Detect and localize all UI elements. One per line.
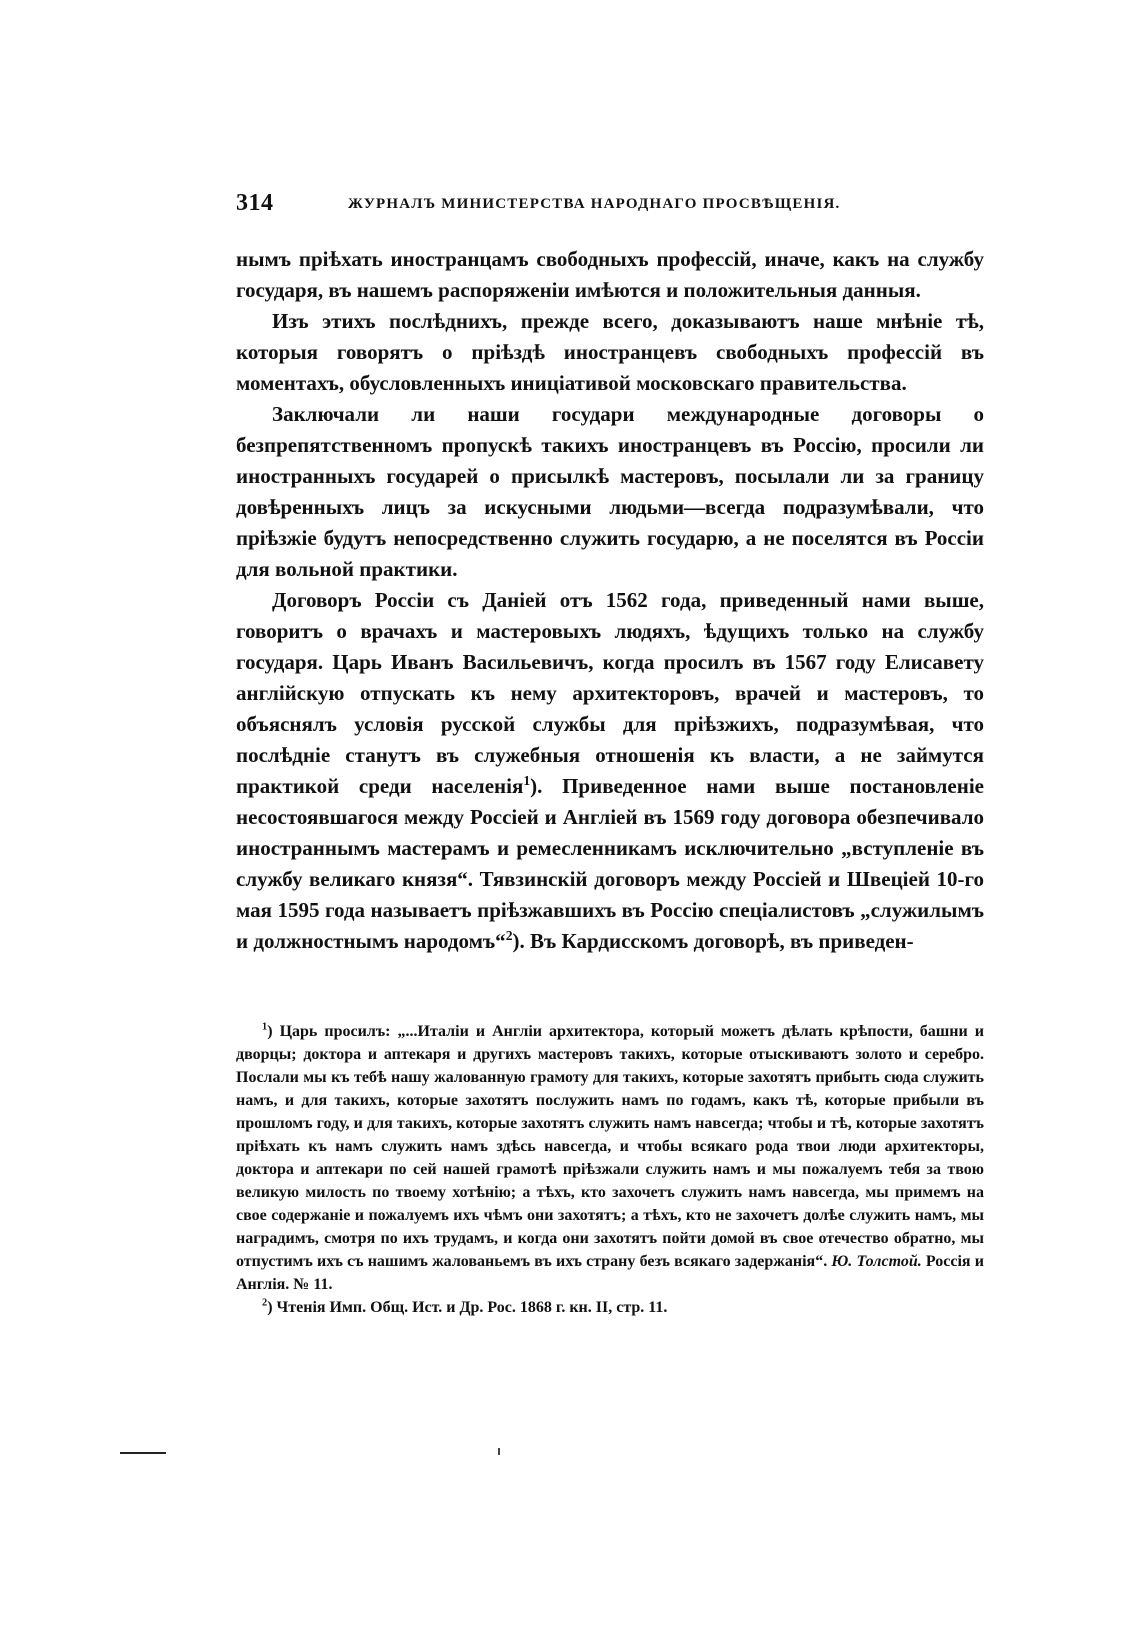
running-title: ЖУРНАЛЪ МИНИСТЕРСТВА НАРОДНАГО ПРОСВѢЩЕНІЯ. xyxy=(348,196,841,212)
footnote-1-author: Ю. Толстой. xyxy=(831,1253,922,1270)
footnote-2-text: ) Чтенія Имп. Общ. Ист. и Др. Рос. 1868 г. кн. II, стр. 11. xyxy=(267,1299,668,1316)
footnote-1-text: ) Царь просилъ: „...Италіи и Англіи архитектора, который можетъ дѣлать крѣпости, башни и дворцы; доктора и аптекаря и другихъ мастеровъ такихъ, которые отыскиваютъ золото и серебро. Послали мы къ тебѣ нашу жалованную грамоту для такихъ, которые захотятъ прибыть сюда служить намъ, и для такихъ, которые захотятъ послужить намъ по годамъ, какъ тѣ, которые прибыли въ прошломъ году, и для такихъ, которые захотятъ служить намъ навсегда; чтобы и тѣ, которые захотятъ пріѣхать къ намъ служить намъ здѣсь навсегда, и чтобы всякаго рода твои люди архитекторы, доктора и аптекари по сей нашей грамотѣ пріѣзжали служить намъ и мы пожалуемъ тебя за твою великую милость по твоему хотѣнію; а тѣхъ, кто захочетъ служить намъ навсегда, мы примемъ на свое содержаніе и пожалуемъ ихъ чѣмъ они захотятъ; а тѣхъ, кто не захочетъ долѣе служить намъ, мы наградимъ, смотря по ихъ трудамъ, и когда они захотятъ пойти домой въ свое отечество обратно, мы отпустимъ ихъ съ нашимъ жалованьемъ въ ихъ страну безъ всякаго задержанія“. xyxy=(236,1023,984,1270)
paragraph-2: Изъ этихъ послѣднихъ, прежде всего, доказываютъ наше мнѣніе тѣ, которыя говорятъ о пріѣздѣ иностранцевъ свободныхъ профессій въ моментахъ, обусловленныхъ иниціативой московскаго правительства. xyxy=(236,309,984,395)
footnote-1 xyxy=(236,1020,984,1296)
footnote-2 xyxy=(236,1296,984,1319)
footnote-ref-2: 2 xyxy=(505,928,513,943)
paragraph-3: Заключали ли наши государи международные договоры о безпрепятственномъ пропускѣ такихъ иностранцевъ въ Россію, просили ли иностранныхъ государей о присылкѣ мастеровъ, посылали ли за границу довѣренныхъ лицъ за искусными людьми—всегда подразумѣвали, что пріѣзжіе будутъ непосредственно служить государю, а не поселятся въ Россіи для вольной практики. xyxy=(236,402,984,581)
page-number: 314 xyxy=(236,190,274,216)
footnote-1-source: Россія и Англія. № 11. xyxy=(236,1253,984,1293)
paragraph-4-part-a: Договоръ Россіи съ Даніей отъ 1562 года, приведенный нами выше, говоритъ о врачахъ и мастеровыхъ людяхъ, ѣдущихъ только на службу государя. Царь Иванъ Васильевичъ, когда просилъ въ 1567 году Елисавету англійскую отпускать къ нему архитекторовъ, врачей и мастеровъ, то объяснялъ условія русской службы для пріѣзжихъ, подразумѣвая, что послѣдніе станутъ въ служебныя отношенія къ власти, а не займутся практикой среди населенія xyxy=(236,588,984,798)
scan-speck xyxy=(498,1448,500,1455)
paragraph-4 xyxy=(236,585,984,957)
paragraph-1: нымъ пріѣхать иностранцамъ свободныхъ профессій, иначе, какъ на службу государя, въ нашемъ распоряженіи имѣются и положительныя данныя. xyxy=(236,247,984,302)
bottom-margin-mark xyxy=(120,1452,166,1454)
footnotes xyxy=(236,1020,984,1319)
paragraph-4-part-b: ). Приведенное нами выше постановленіе несостоявшагося между Россіей и Англіей въ 1569 году договора обезпечивало иностраннымъ мастерамъ и ремесленникамъ исключительно „вступленіе въ службу великаго князя“. Тявзинскій договоръ между Россіей и Швеціей 10-го мая 1595 года называетъ пріѣзжавшихъ въ Россію спеціалистовъ „служилымъ и должностнымъ народомъ“ xyxy=(236,774,984,953)
main-text xyxy=(236,244,984,957)
paragraph-4-part-c: ). Въ Кардисскомъ договорѣ, въ приведен- xyxy=(512,929,914,953)
footnote-2-mark: 2 xyxy=(262,1297,268,1309)
footnote-1-mark: 1 xyxy=(262,1021,268,1033)
page-header xyxy=(236,190,996,226)
footnote-ref-1: 1 xyxy=(523,773,531,788)
